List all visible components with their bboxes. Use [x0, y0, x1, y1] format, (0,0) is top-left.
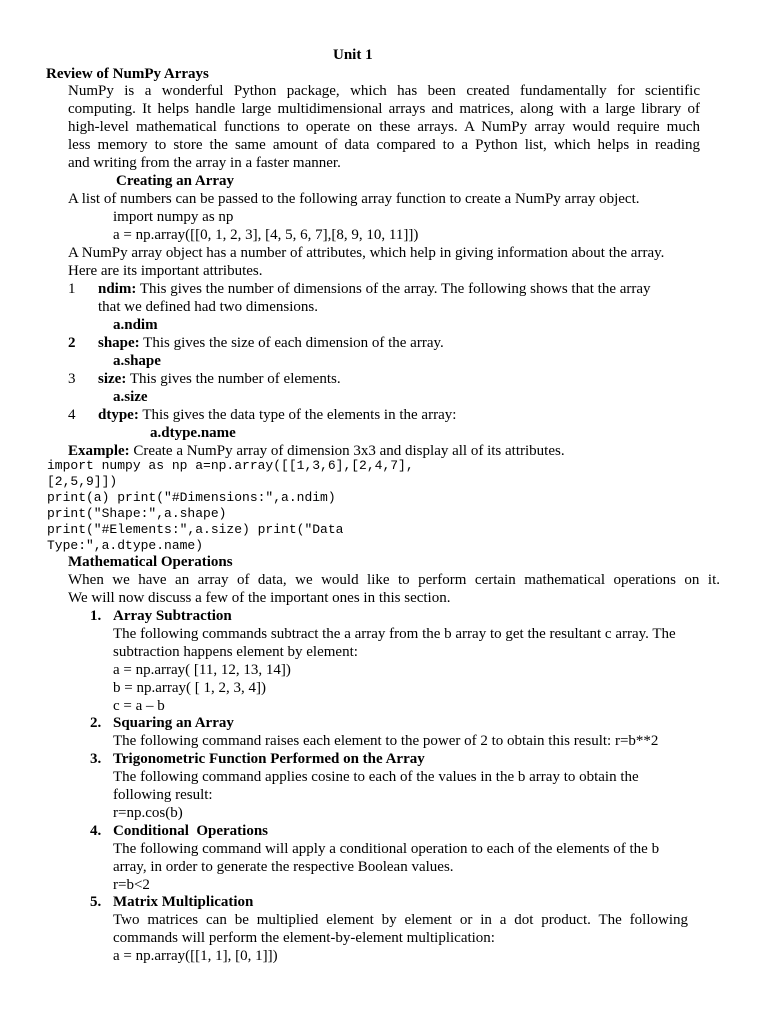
operation-code: a = np.array( [11, 12, 13, 14]) [113, 662, 291, 678]
operation-code: c = a – b [113, 698, 165, 714]
intro-text: computing. It helps handle large multidimensional arrays and matrices, along with a large library of [68, 101, 700, 117]
attribute-desc: This gives the number of dimensions of the array. The following shows that the array [139, 281, 651, 297]
operation-code: r=np.cos(b) [113, 805, 183, 821]
attribute-item [98, 370, 341, 388]
operation-text: The following command raises each element to the power of 2 to obtain this result: r=b**2 [113, 733, 659, 749]
example-code-line: print("#Elements:",a.size) print("Data [47, 522, 344, 537]
math-intro: We will now discuss a few of the important ones in this section. [68, 590, 451, 606]
operation-number: 2. [90, 715, 102, 731]
attribute-code: a.size [113, 389, 148, 405]
section-title: Review of NumPy Arrays [46, 66, 209, 82]
example-code-line: print(a) print("#Dimensions:",a.ndim) [47, 490, 336, 505]
operation-text: following result: [113, 787, 213, 803]
operation-code: b = np.array( [ 1, 2, 3, 4]) [113, 680, 266, 696]
creating-text: A list of numbers can be passed to the following array function to create a NumPy array object. [68, 191, 640, 207]
attribute-code: a.dtype.name [150, 425, 236, 441]
operation-title: Conditional Operations [113, 823, 269, 839]
attribute-name: ndim: [98, 281, 137, 297]
operation-code: r=b<2 [113, 877, 150, 893]
example-code-line: print("Shape:",a.shape) [47, 506, 227, 521]
operation-text: array, in order to generate the respective Boolean values. [113, 859, 454, 875]
operation-text: The following command applies cosine to each of the values in the b array to obtain the [113, 769, 639, 785]
operation-number: 4. [90, 823, 102, 839]
attribute-number: 2 [68, 335, 76, 351]
operation-title: Squaring an Array [113, 715, 234, 731]
intro-line [68, 100, 700, 118]
attribute-code: a.ndim [113, 317, 158, 333]
operation-text-wrap [113, 911, 688, 929]
operation-number: 5. [90, 894, 102, 910]
attribute-desc-cont: that we defined had two dimensions. [98, 299, 318, 315]
operation-title: Trigonometric Function Performed on the Array [113, 751, 425, 767]
intro-text: less memory to store the same amount of data compared to a Python list, which helps in reading [68, 137, 700, 153]
unit-title: Unit 1 [333, 47, 373, 63]
intro-line [68, 136, 700, 154]
attributes-intro: A NumPy array object has a number of attributes, which help in giving information about the array. [68, 245, 665, 261]
math-intro [68, 571, 720, 589]
operation-title: Array Subtraction [113, 608, 232, 624]
attribute-name: dtype: [98, 407, 139, 423]
operation-number: 3. [90, 751, 102, 767]
attribute-desc: This gives the number of elements. [129, 371, 341, 387]
operation-title: Matrix Multiplication [113, 894, 254, 910]
operation-code: a = np.array([[1, 1], [0, 1]]) [113, 948, 278, 964]
attribute-desc: This gives the data type of the elements in the array: [142, 407, 457, 423]
operation-text: commands will perform the element-by-element multiplication: [113, 930, 495, 946]
intro-text: high-level mathematical functions to operate on these arrays. A NumPy array would require much [68, 119, 700, 135]
creating-heading: Creating an Array [116, 173, 235, 189]
operation-text: The following commands subtract the a array from the b array to get the resultant c array. The [113, 626, 676, 642]
operation-text: subtraction happens element by element: [113, 644, 358, 660]
attribute-number: 4 [68, 407, 76, 423]
attributes-intro: Here are its important attributes. [68, 263, 263, 279]
example-code-line: [2,5,9]]) [47, 474, 118, 489]
operation-text: The following command will apply a conditional operation to each of the elements of the b [113, 841, 660, 857]
attribute-name: shape: [98, 335, 140, 351]
intro-line [68, 82, 700, 100]
example-code-line: Type:",a.dtype.name) [47, 538, 204, 553]
attribute-number: 3 [68, 371, 76, 387]
math-heading: Mathematical Operations [68, 554, 233, 570]
intro-line [68, 118, 700, 136]
attribute-desc: This gives the size of each dimension of the array. [143, 335, 444, 351]
creating-code-import: import numpy as np [113, 209, 234, 225]
attribute-item [98, 280, 651, 298]
operation-text: Two matrices can be multiplied element by element or in a dot product. The following [113, 912, 688, 928]
attribute-code: a.shape [113, 353, 161, 369]
attribute-item [98, 334, 444, 352]
intro-line: and writing from the array in a faster manner. [68, 155, 341, 171]
operation-number: 1. [90, 608, 102, 624]
example-code-line: import numpy as np a=np.array([[1,3,6],[2,4,7], [47, 458, 414, 473]
example-label: Example: [68, 443, 130, 459]
creating-code-array: a = np.array([[0, 1, 2, 3], [4, 5, 6, 7],[8, 9, 10, 11]]) [113, 227, 419, 243]
math-intro-text: When we have an array of data, we would like to perform certain mathematical operations on it. [68, 572, 720, 588]
attribute-name: size: [98, 371, 127, 387]
attribute-item [98, 406, 456, 424]
attribute-number: 1 [68, 281, 76, 297]
example-text: Create a NumPy array of dimension 3x3 and display all of its attributes. [133, 443, 565, 459]
intro-text: NumPy is a wonderful Python package, which has been created fundamentally for scientific [68, 83, 700, 99]
